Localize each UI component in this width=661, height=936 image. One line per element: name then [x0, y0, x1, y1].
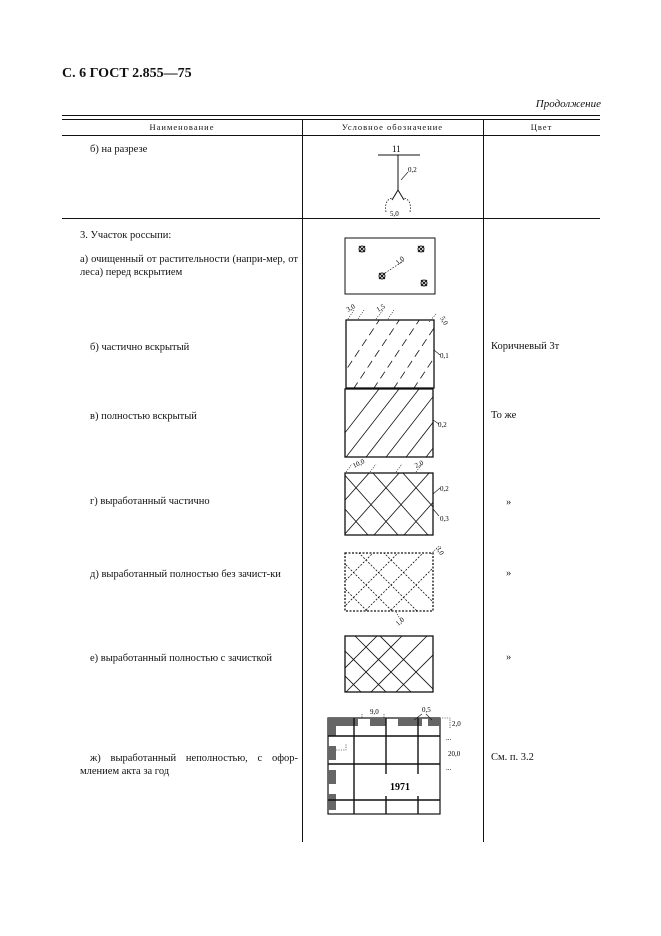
row-name: е) выработанный полностью с зачисткой — [90, 653, 272, 664]
table-top-border-inner — [62, 119, 600, 120]
symbol-fully-worked-no-cleaning — [336, 540, 461, 630]
symbol-label: 0,2 — [438, 421, 447, 429]
continuation-label: Продолжение — [535, 98, 601, 110]
row-color: См. п. 3.2 — [491, 752, 534, 763]
symbol-label: ... — [446, 734, 452, 742]
symbol-label: 5,0 — [438, 315, 450, 327]
row-name: 3. Участок россыпи: — [80, 230, 172, 241]
symbol-fully-opened — [336, 380, 461, 460]
symbol-label: 0,3 — [440, 515, 449, 523]
symbol-label: 5,0 — [390, 210, 399, 218]
row-color: » — [506, 568, 512, 579]
symbol-label: 3,0 — [434, 545, 446, 557]
symbol-label: 10,0 — [351, 457, 366, 470]
symbol-fully-worked-cleaned — [336, 627, 456, 697]
symbol-label: 1971 — [390, 782, 410, 793]
row-name: а) очищенный от растительности (напри-мер, от леса) перед вскрытием — [80, 254, 298, 278]
symbol-partially-worked — [336, 454, 461, 538]
table-top-border — [62, 115, 600, 116]
symbol-label: ... — [446, 764, 452, 772]
column-header-color: Цвет — [530, 122, 553, 132]
symbol-partial-opened — [336, 300, 461, 392]
row-name: б) частично вскрытый — [90, 342, 190, 353]
symbol-label: 0,2 — [440, 485, 449, 493]
symbol-annual-act — [322, 700, 467, 820]
symbol-label: 1,5 — [375, 302, 387, 314]
row-name: д) выработанный полностью без зачист-ки — [90, 569, 281, 580]
row-color: » — [506, 652, 512, 663]
column-divider — [302, 119, 303, 842]
row-name: ж) выработанный неполностью, с офор-млением акта за год — [80, 753, 298, 777]
row-name: в) полностью вскрытый — [90, 411, 197, 422]
symbol-label: 0,2 — [408, 166, 417, 174]
page-header: С. 6 ГОСТ 2.855—75 — [62, 66, 192, 81]
row-separator — [62, 218, 600, 219]
symbol-label: 11 — [392, 144, 401, 154]
symbol-label: 0,5 — [422, 706, 431, 714]
symbol-section — [370, 140, 440, 220]
symbol-cleared — [340, 232, 440, 300]
symbol-label: 1,0 — [394, 254, 406, 267]
symbol-label: 3,0 — [345, 302, 357, 314]
column-header-name: Наименование — [149, 122, 215, 132]
symbol-label: 9,0 — [370, 708, 379, 716]
table-header-border — [62, 135, 600, 136]
row-color: То же — [491, 410, 517, 421]
column-header-symbol: Условное обозначение — [341, 122, 444, 132]
symbol-label: 2,0 — [452, 720, 461, 728]
symbol-label: 2,0 — [413, 458, 425, 470]
symbol-label: 20,0 — [448, 750, 461, 758]
column-divider — [483, 119, 484, 842]
symbol-label: 1,0 — [394, 615, 406, 628]
row-name: б) на разрезе — [90, 144, 148, 155]
row-color: Коричневый 3т — [491, 341, 560, 352]
row-name: г) выработанный частично — [90, 496, 210, 507]
row-color: » — [506, 497, 512, 508]
symbol-label: 0,1 — [440, 352, 449, 360]
